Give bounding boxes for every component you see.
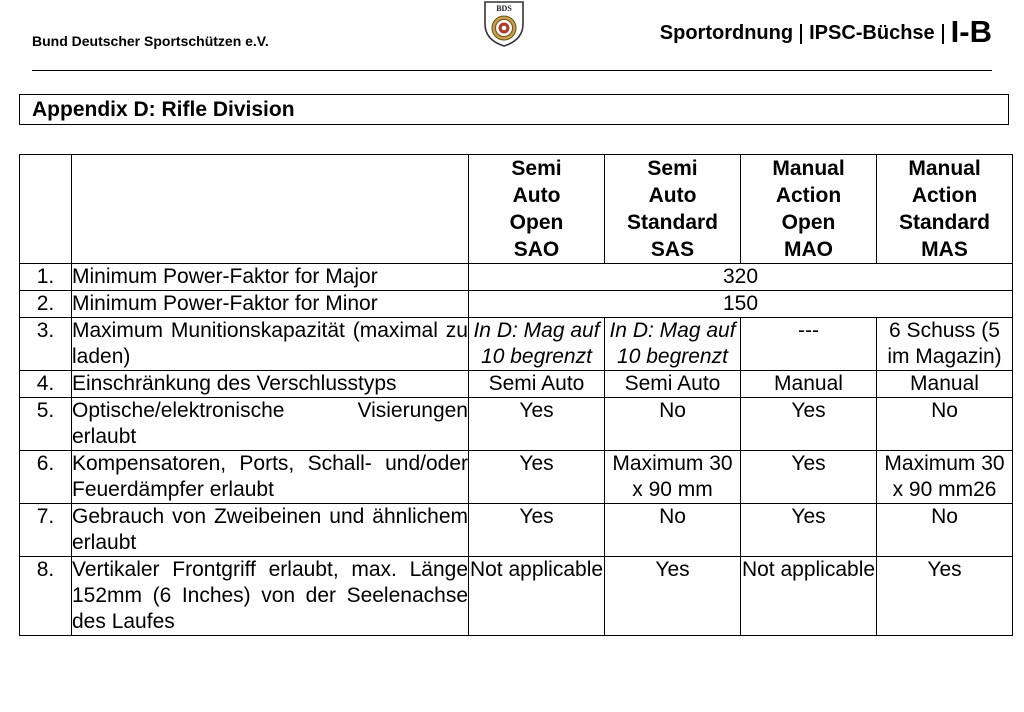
table-row <box>20 557 1013 636</box>
value-sao: Yes <box>469 451 605 504</box>
header-empty-num <box>20 155 72 264</box>
logo-text: BDS <box>496 4 512 13</box>
value-mas: No <box>877 398 1013 451</box>
division-code: MAO <box>784 238 833 261</box>
document-title <box>660 16 992 47</box>
row-description: Optische/elektronische Visierungen erlaubt <box>72 398 469 451</box>
value-mao: Not applicable <box>741 557 877 636</box>
division-code: SAO <box>513 238 560 261</box>
value-sao: In D: Mag auf 10 begrenzt <box>469 318 605 371</box>
division-mao: Manual Action Open MAO <box>741 155 877 264</box>
row-number: 4. <box>20 371 72 398</box>
table-row <box>20 264 1013 291</box>
row-number: 2. <box>20 291 72 318</box>
value-mas: Manual <box>877 371 1013 398</box>
value-sao: Not applicable <box>469 557 605 636</box>
value-sas: No <box>605 398 741 451</box>
row-description: Einschränkung des Verschlusstyps <box>72 371 469 398</box>
row-number: 3. <box>20 318 72 371</box>
row-description: Minimum Power-Faktor for Major <box>72 264 469 291</box>
table-row <box>20 398 1013 451</box>
bds-logo <box>482 0 526 48</box>
division-sao: Semi Auto Open SAO <box>469 155 605 264</box>
division-code: MAS <box>921 238 968 261</box>
row-number: 1. <box>20 264 72 291</box>
value-mas: Maximum 30 x 90 mm26 <box>877 451 1013 504</box>
row-description: Kompensatoren, Ports, Schall- und/oder Feuerdämpfer erlaubt <box>72 451 469 504</box>
row-number: 7. <box>20 504 72 557</box>
title-separator <box>800 24 802 44</box>
table-row <box>20 318 1013 371</box>
row-number: 5. <box>20 398 72 451</box>
value-mao: Yes <box>741 504 877 557</box>
value-sas: Yes <box>605 557 741 636</box>
header-divider <box>32 70 992 71</box>
value-mao: Yes <box>741 451 877 504</box>
organization-name: Bund Deutscher Sportschützen e.V. <box>32 33 269 49</box>
row-value-all-divisions: 150 <box>469 291 1013 318</box>
table-row <box>20 371 1013 398</box>
row-number: 6. <box>20 451 72 504</box>
rifle-division-table <box>19 154 1013 636</box>
value-sao: Yes <box>469 504 605 557</box>
value-sas: Semi Auto <box>605 371 741 398</box>
table-row <box>20 291 1013 318</box>
header-empty-desc <box>72 155 469 264</box>
value-sas: In D: Mag auf 10 begrenzt <box>605 318 741 371</box>
value-sao: Yes <box>469 398 605 451</box>
title-section-code: I-B <box>950 14 992 49</box>
division-sas: Semi Auto Standard SAS <box>605 155 741 264</box>
value-mas: 6 Schuss (5 im Magazin) <box>877 318 1013 371</box>
value-mao: Yes <box>741 398 877 451</box>
division-mas: Manual Action Standard MAS <box>877 155 1013 264</box>
row-description: Vertikaler Frontgriff erlaubt, max. Länge 152mm (6 Inches) von der Seelenachse des Laufes <box>72 557 469 636</box>
row-description: Minimum Power-Faktor for Minor <box>72 291 469 318</box>
table-row <box>20 504 1013 557</box>
row-number: 8. <box>20 557 72 636</box>
value-mao: Manual <box>741 371 877 398</box>
value-sas: Maximum 30 x 90 mm <box>605 451 741 504</box>
table-row <box>20 451 1013 504</box>
division-code: SAS <box>650 238 695 261</box>
value-mas: No <box>877 504 1013 557</box>
value-sas: No <box>605 504 741 557</box>
row-value-all-divisions: 320 <box>469 264 1013 291</box>
value-mas: Yes <box>877 557 1013 636</box>
title-ipsc-buechse: IPSC-Büchse <box>809 22 935 44</box>
table-header-row <box>20 155 1013 264</box>
value-mao: --- <box>741 318 877 371</box>
row-description: Gebrauch von Zweibeinen und ähnlichem erlaubt <box>72 504 469 557</box>
value-sao: Semi Auto <box>469 371 605 398</box>
appendix-title: Appendix D: Rifle Division <box>19 94 1009 125</box>
title-sportordnung: Sportordnung <box>659 22 794 44</box>
row-description: Maximum Munitionskapazität (maximal zu laden) <box>72 318 469 371</box>
title-separator <box>942 24 944 44</box>
